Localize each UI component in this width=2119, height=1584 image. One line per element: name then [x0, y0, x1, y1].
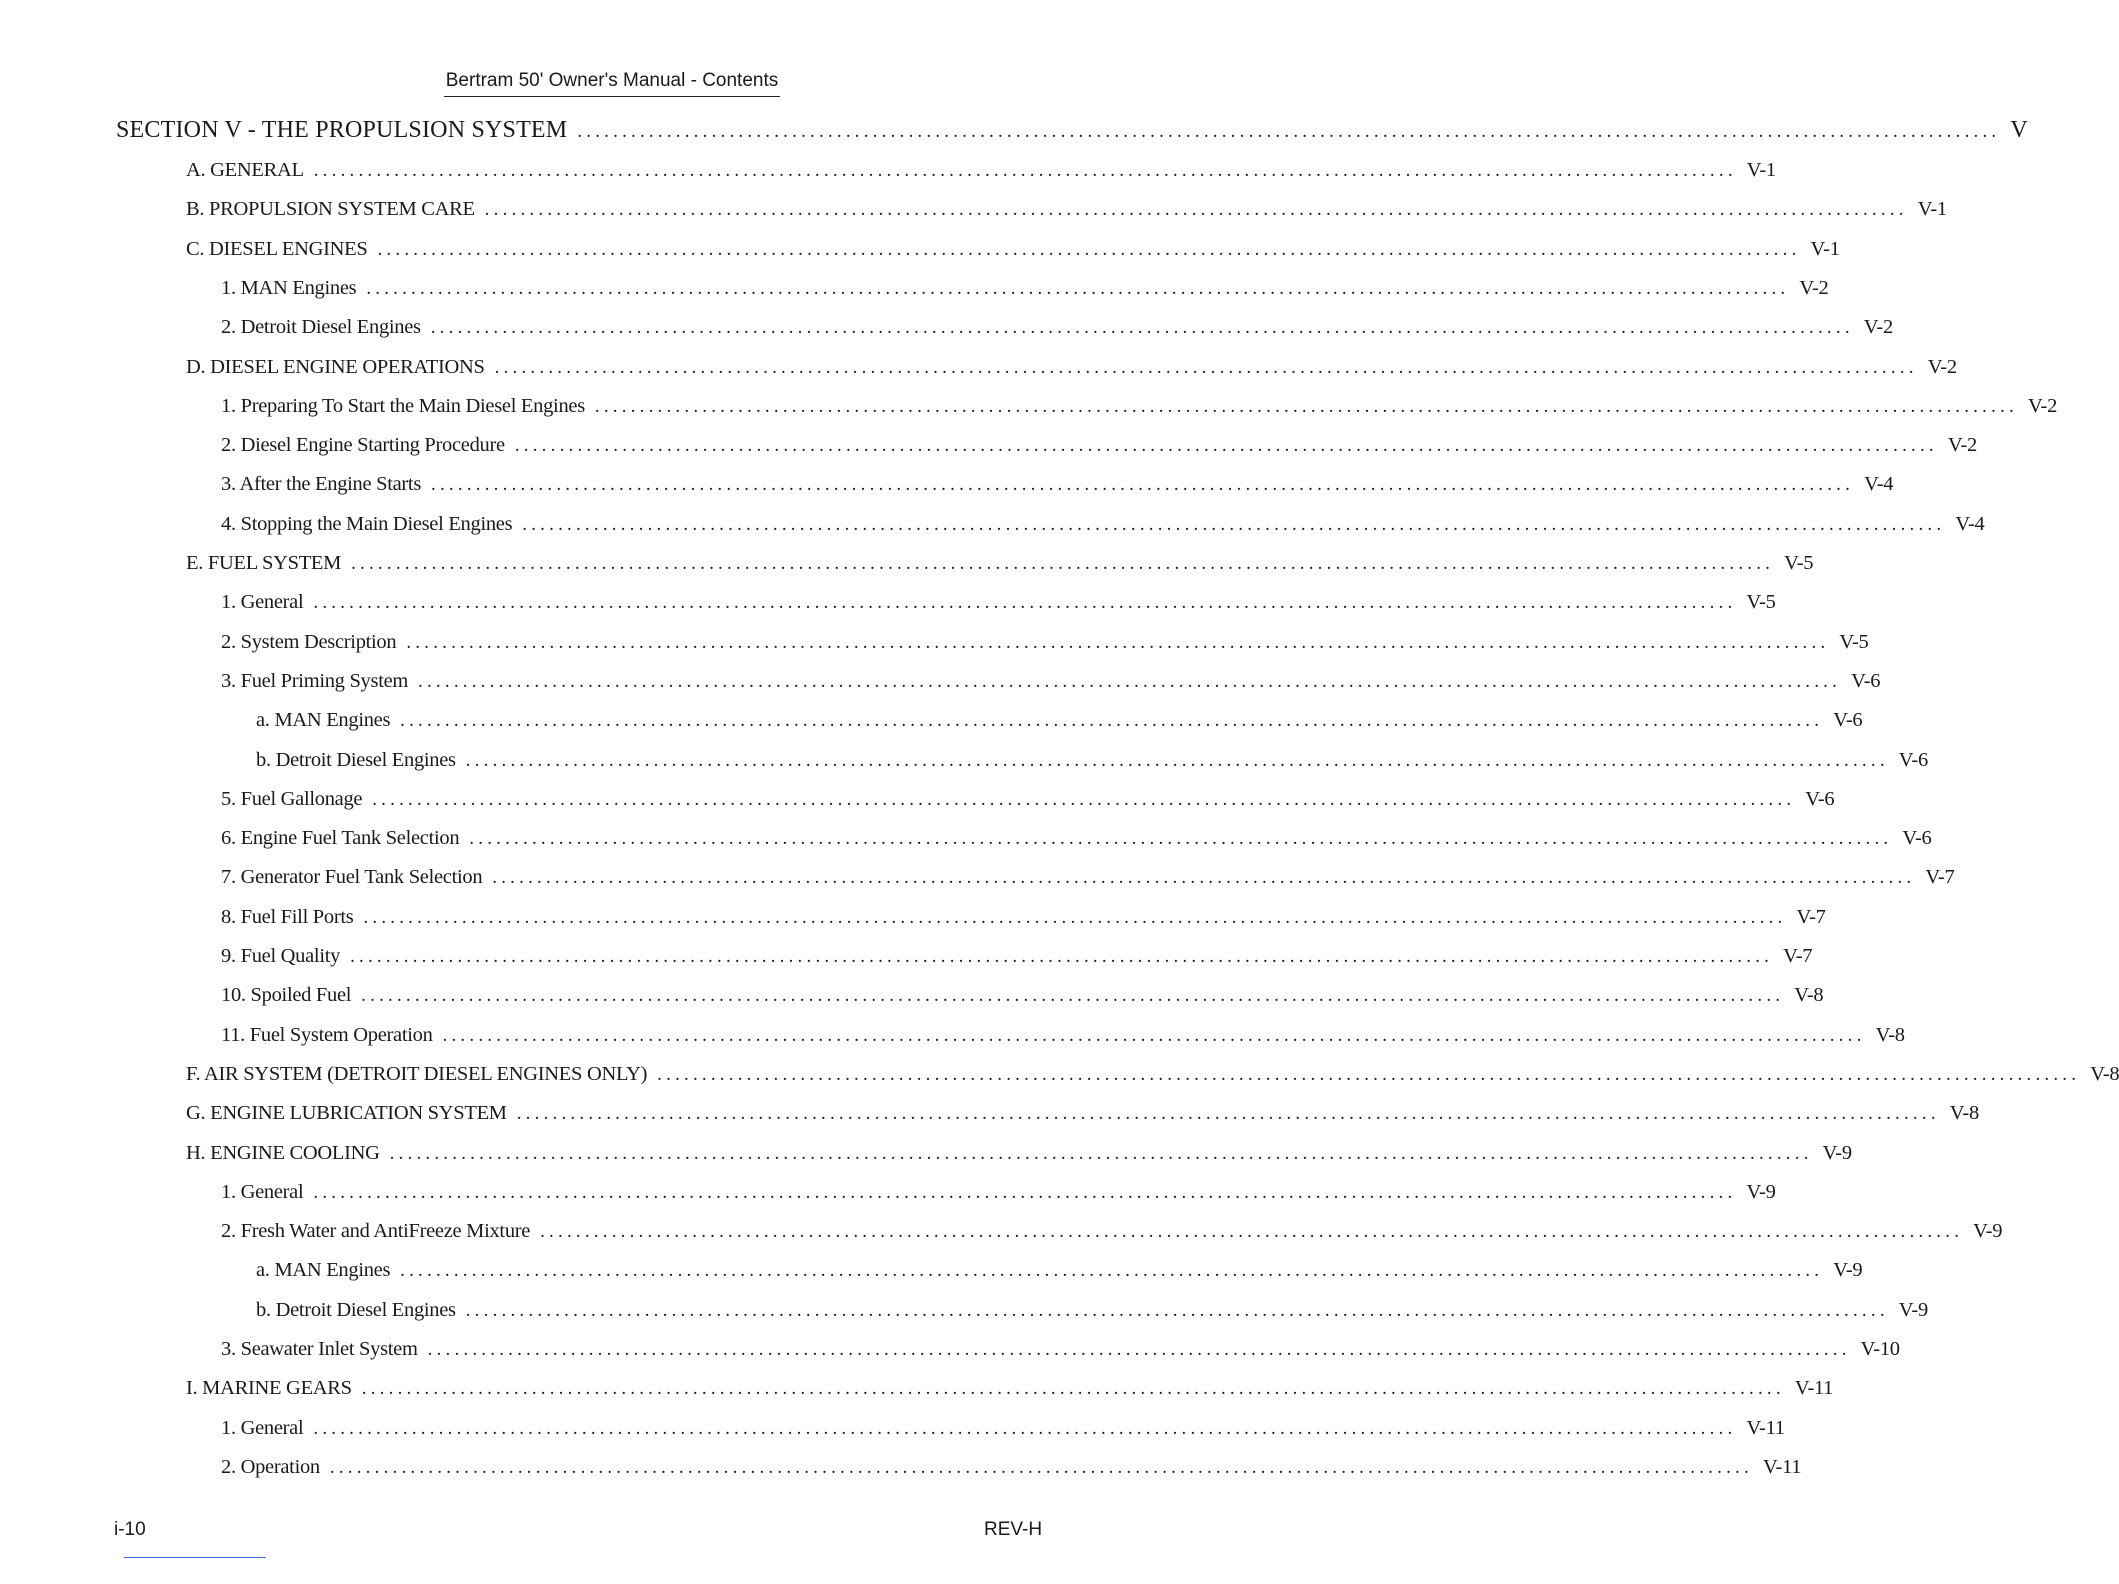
leader-dots: ............................................................................................................................................................... [516, 1103, 1940, 1125]
toc-entry-page: V-7 [1783, 945, 1813, 967]
toc-entry[interactable] [221, 434, 1977, 464]
toc-entry[interactable] [221, 1338, 1900, 1368]
toc-entry-page: V-8 [1949, 1102, 1979, 1125]
footer-page-number: i-10 [114, 1519, 146, 1540]
toc-entry-page: V-6 [1833, 709, 1863, 732]
toc-entry-page: V-7 [1796, 905, 1826, 928]
toc-entry-title: 4. Stopping the Main Diesel Engines [221, 512, 513, 535]
toc-entry-title: 2. System Description [221, 630, 397, 653]
toc-entry-page: V-4 [1864, 473, 1894, 496]
toc-entry-page: V-11 [1794, 1377, 1834, 1400]
toc-entry-title: 1. General [221, 591, 304, 614]
toc-entry[interactable] [221, 1416, 1785, 1447]
toc-entry[interactable] [221, 630, 1869, 661]
toc-entry-page: V-9 [1822, 1141, 1852, 1164]
toc-entry-title: B. PROPULSION SYSTEM CARE [186, 198, 475, 221]
toc-entry[interactable] [221, 1220, 2003, 1250]
leader-dots: ............................................................................................................................................................... [366, 277, 1790, 299]
toc-entry-page: V-2 [1927, 355, 1957, 378]
toc-entry-title: C. DIESEL ENGINES [186, 237, 368, 260]
toc-entry-page: V-8 [1875, 1023, 1905, 1046]
toc-entry-page: V-5 [1839, 630, 1869, 653]
toc-entry-page: V-4 [1955, 512, 1985, 535]
leader-dots: ............................................................................................................................................................... [400, 1260, 1824, 1282]
toc-entry[interactable] [221, 827, 1932, 857]
toc-entry-title: D. DIESEL ENGINE OPERATIONS [186, 355, 485, 378]
leader-dots: ............................................................................................................................................................... [514, 435, 1938, 457]
toc-entry[interactable] [221, 1455, 1802, 1486]
toc-entry-page: V-11 [1746, 1416, 1785, 1439]
leader-dots: ............................................................................................................................................................... [492, 867, 1916, 889]
toc-entry-page: V-9 [1973, 1220, 2003, 1243]
page-header [0, 70, 1224, 97]
toc-entry-title: a. MAN Engines [256, 709, 391, 732]
leader-dots: ............................................................................................................................................................... [406, 631, 1830, 653]
toc-entry-title: 5. Fuel Gallonage [221, 787, 363, 810]
toc-entry-title: 1. MAN Engines [221, 276, 357, 299]
toc-entry[interactable] [186, 1377, 1834, 1407]
leader-dots: ............................................................................................................................................................... [350, 946, 1774, 967]
toc-entry[interactable] [221, 316, 1893, 346]
toc-entry[interactable] [221, 945, 1813, 975]
toc-entry-title: 10. Spoiled Fuel [221, 984, 352, 1007]
toc-entry[interactable] [186, 552, 1814, 582]
toc-entry-title: b. Detroit Diesel Engines [256, 748, 456, 771]
leader-dots: ............................................................................................................................................................... [540, 1221, 1964, 1243]
toc-entry-page: V-9 [1898, 1298, 1928, 1321]
leader-dots: ............................................................................................................................................................... [313, 160, 1737, 181]
leader-dots: ............................................................................................................................................................... [465, 749, 1889, 771]
toc-entry-title: a. MAN Engines [256, 1259, 391, 1282]
toc-entry-title: 2. Fresh Water and AntiFreeze Mixture [221, 1220, 531, 1243]
leader-dots: ............................................................................................................................................................... [363, 906, 1787, 928]
leader-dots: ............................................................................................................................................................... [361, 1378, 1785, 1400]
toc-entry-title: G. ENGINE LUBRICATION SYSTEM [186, 1102, 507, 1125]
toc-entry[interactable] [186, 237, 1840, 268]
toc-entry[interactable] [221, 787, 1835, 818]
toc-entry[interactable] [221, 394, 2058, 425]
toc-entry[interactable] [186, 1141, 1852, 1172]
toc-entry-page: V-6 [1898, 748, 1928, 771]
manual-title: Bertram 50' Owner's Manual - Contents [444, 70, 781, 97]
toc-entry-title: b. Detroit Diesel Engines [256, 1298, 456, 1321]
leader-dots: ............................................................................................................................................................... [400, 710, 1824, 732]
toc-entry-page: V-2 [1947, 434, 1977, 457]
toc-entry-page: V-8 [2090, 1062, 2119, 1085]
section-heading[interactable] [116, 117, 2028, 151]
toc-entry-title: E. FUEL SYSTEM [186, 552, 342, 574]
toc-entry-page: V-9 [1833, 1259, 1863, 1282]
toc-entry-page: V-2 [2027, 394, 2058, 417]
toc-entry-page: V-5 [1746, 591, 1776, 614]
toc-entry-title: 6. Engine Fuel Tank Selection [221, 827, 460, 850]
leader-dots: ............................................................................................................................................................... [657, 1063, 2081, 1085]
leader-dots: ............................................................................................................................................................... [372, 788, 1796, 810]
leader-dots: ............................................................................................................................................................... [494, 356, 1918, 378]
toc-entry-page: V-5 [1784, 552, 1814, 574]
toc-entry-title: 7. Generator Fuel Tank Selection [221, 866, 483, 889]
toc-entry-page: V-9 [1746, 1180, 1776, 1203]
toc-entry[interactable] [221, 669, 1881, 700]
toc-entry[interactable] [221, 473, 1894, 503]
toc-entry-page: V-10 [1860, 1338, 1900, 1360]
toc-entry-page: V-7 [1925, 866, 1955, 889]
toc-entry[interactable] [221, 1023, 1905, 1054]
toc-entry-title: 2. Detroit Diesel Engines [221, 316, 421, 339]
toc-entry-title: 3. Fuel Priming System [221, 669, 409, 692]
leader-dots: ............................................................................................................................................................... [427, 1339, 1851, 1360]
leader-dots: ............................................................................................................................................................... [361, 985, 1785, 1007]
toc-entry[interactable] [186, 1102, 1979, 1132]
leader-dots: ............................................................................................................................................................... [377, 238, 1801, 260]
leader-dots: ............................................................................................................................................................... [469, 828, 1893, 850]
leader-dots: ............................................................................................................................................................... [442, 1024, 1866, 1046]
toc-entry-page: V-1 [1746, 159, 1776, 181]
leader-dots: ............................................................................................................................................................... [313, 1417, 1737, 1439]
toc-entry-page: V-1 [1810, 237, 1840, 260]
toc-entry-page: V-2 [1863, 316, 1893, 339]
toc-entry[interactable] [186, 1062, 2119, 1093]
toc-entry-title: I. MARINE GEARS [186, 1377, 352, 1400]
toc-entry[interactable] [256, 709, 1863, 739]
toc-entry-title: 1. General [221, 1180, 304, 1203]
leader-dots: ............................................................................................................................................................... [329, 1456, 1753, 1478]
toc-entry[interactable] [221, 512, 1985, 543]
toc-entry[interactable] [221, 1180, 1776, 1211]
toc-entry-page: V-6 [1851, 669, 1881, 692]
toc-entry-title: H. ENGINE COOLING [186, 1141, 380, 1164]
toc-entry[interactable] [221, 984, 1824, 1014]
leader-dots: ............................................................................................................................................................... [577, 121, 2001, 142]
leader-dots: ............................................................................................................................................................... [594, 395, 2018, 417]
leader-dots: ............................................................................................................................................................... [313, 592, 1737, 614]
toc-entry[interactable] [256, 748, 1928, 779]
leader-dots: ............................................................................................................................................................... [389, 1142, 1813, 1164]
leader-dots: ............................................................................................................................................................... [313, 1181, 1737, 1203]
leader-dots: ............................................................................................................................................................... [431, 474, 1855, 496]
toc-entry[interactable] [256, 1298, 1928, 1329]
toc-entry-title: 2. Diesel Engine Starting Procedure [221, 434, 505, 457]
leader-dots: ............................................................................................................................................................... [430, 317, 1854, 339]
toc-entry-title: 2. Operation [221, 1455, 320, 1478]
leader-dots: ............................................................................................................................................................... [351, 553, 1775, 574]
toc-entry[interactable] [186, 355, 1957, 386]
footer-rule [124, 1557, 266, 1558]
toc-entry[interactable] [221, 591, 1776, 621]
toc-entry[interactable] [186, 198, 1947, 228]
toc-entry-title: 8. Fuel Fill Ports [221, 905, 354, 928]
toc-entry[interactable] [186, 159, 1776, 189]
toc-entry-page: V-2 [1799, 276, 1829, 299]
toc-entry-page: V-8 [1794, 984, 1824, 1007]
leader-dots: ............................................................................................................................................................... [418, 670, 1842, 692]
leader-dots: ............................................................................................................................................................... [522, 513, 1946, 535]
section-title: SECTION V - THE PROPULSION SYSTEM [116, 117, 568, 143]
toc-entry-page: V-11 [1762, 1455, 1802, 1478]
toc-entry[interactable] [221, 905, 1826, 936]
toc-entry-title: 3. Seawater Inlet System [221, 1338, 418, 1360]
footer-revision: REV-H [984, 1519, 1043, 1540]
toc-entry-title: A. GENERAL [186, 159, 304, 181]
toc-entry-title: 1. General [221, 1416, 304, 1439]
leader-dots: ............................................................................................................................................................... [484, 199, 1908, 221]
toc-entry-title: 9. Fuel Quality [221, 945, 341, 967]
toc-entry-page: V-1 [1917, 198, 1947, 221]
toc-entry[interactable] [256, 1259, 1863, 1289]
toc-entry-title: 3. After the Engine Starts [221, 473, 422, 496]
toc-entry-page: V-6 [1805, 787, 1835, 810]
leader-dots: ............................................................................................................................................................... [465, 1299, 1889, 1321]
section-page: V [2010, 117, 2028, 143]
toc-entry-title: 11. Fuel System Operation [221, 1023, 433, 1046]
toc-entry-title: F. AIR SYSTEM (DETROIT DIESEL ENGINES ONLY) [186, 1062, 648, 1085]
toc-entry-title: 1. Preparing To Start the Main Diesel Engines [221, 394, 585, 417]
toc-entry-page: V-6 [1902, 827, 1932, 850]
toc-entry[interactable] [221, 866, 1955, 896]
toc-entry[interactable] [221, 276, 1829, 307]
